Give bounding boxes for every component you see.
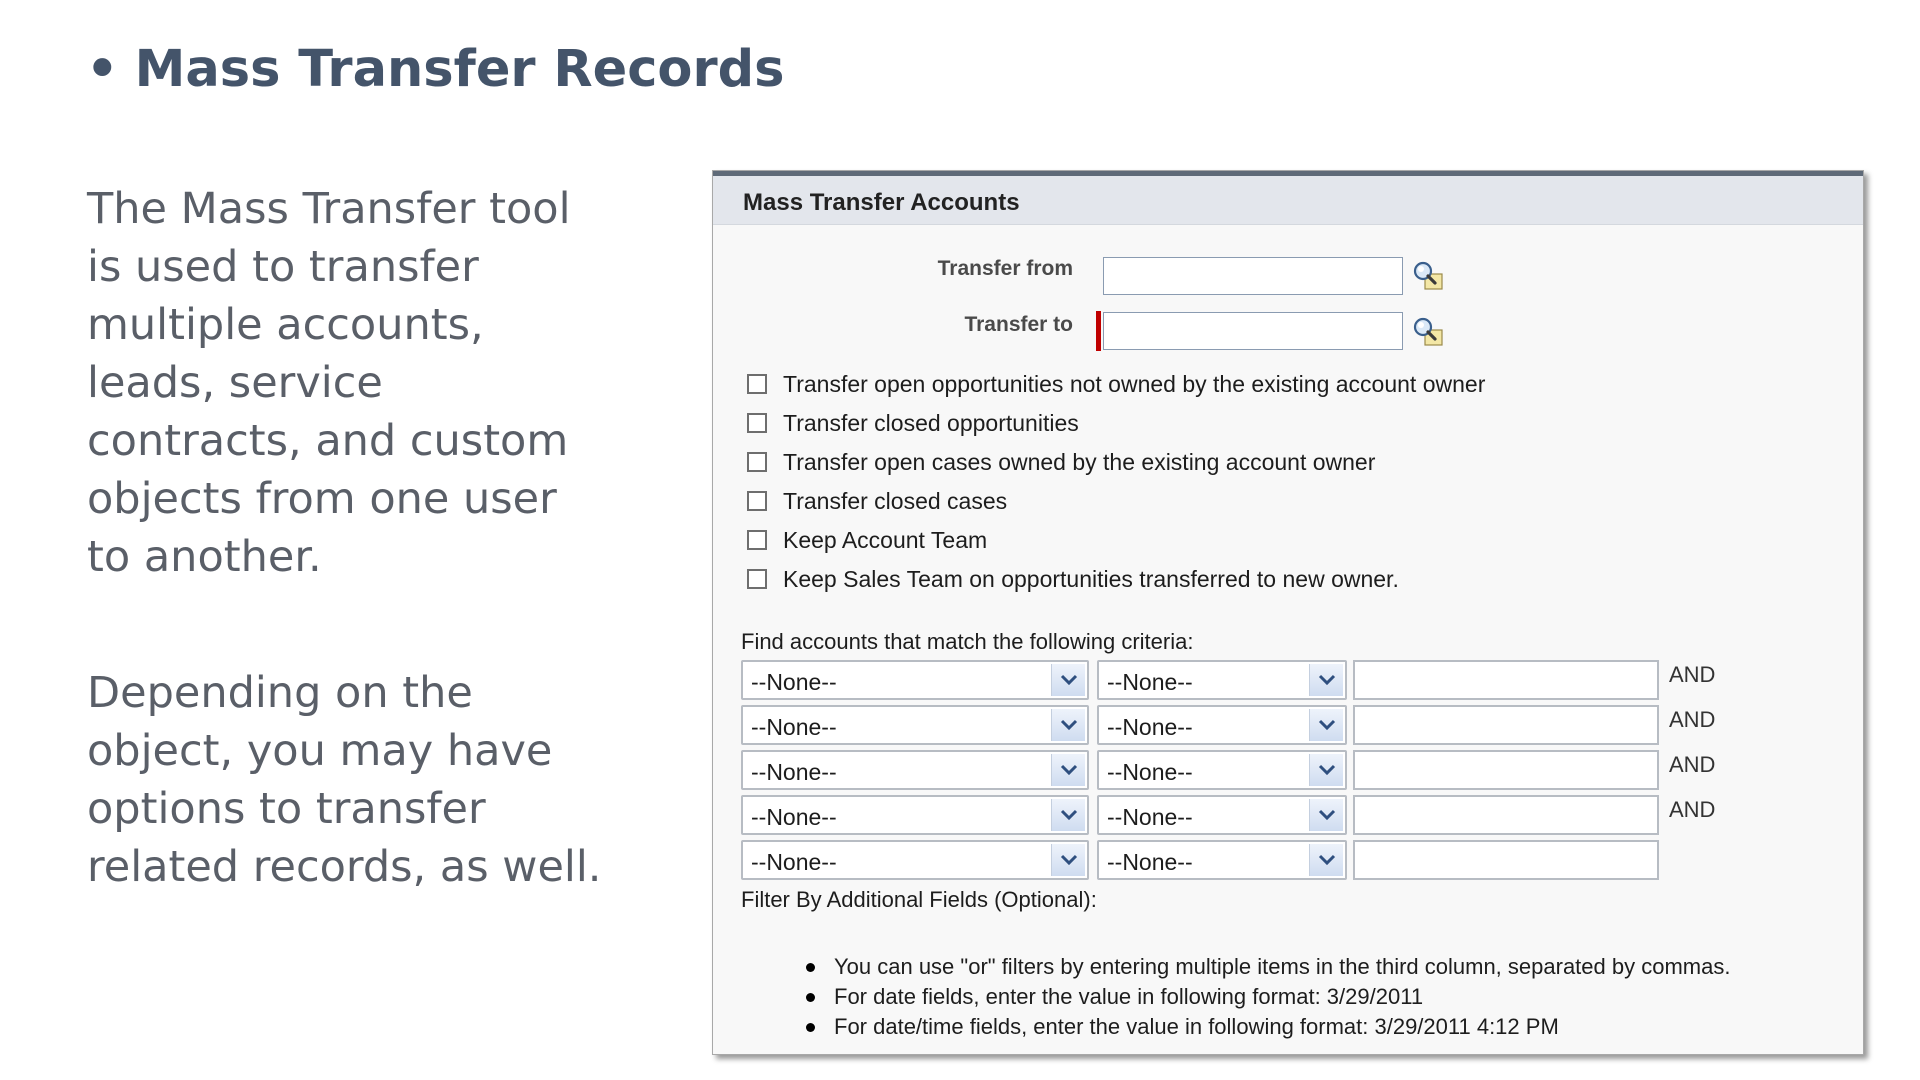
select-value: --None-- — [1107, 714, 1193, 740]
select-value: --None-- — [1107, 759, 1193, 785]
transfer-to-input[interactable] — [1103, 312, 1403, 350]
select-value: --None-- — [751, 714, 837, 740]
transfer-to-lookup-icon[interactable] — [1411, 315, 1445, 349]
chevron-down-icon[interactable] — [1051, 664, 1085, 696]
criteria-value-input[interactable] — [1353, 840, 1659, 880]
checkbox-row[interactable] — [747, 486, 1007, 516]
help-note: For date fields, enter the value in following format: 3/29/2011 — [803, 982, 1730, 1012]
keep-sales-team-checkbox[interactable] — [747, 569, 767, 589]
checkbox-label: Transfer open cases owned by the existing account owner — [783, 448, 1376, 475]
checkbox-label: Transfer closed cases — [783, 487, 1008, 514]
transfer-to-label: Transfer to — [964, 313, 1073, 336]
chevron-down-icon[interactable] — [1309, 709, 1343, 741]
criteria-value-input[interactable] — [1353, 750, 1659, 790]
chevron-down-icon[interactable] — [1309, 664, 1343, 696]
criteria-value-input[interactable] — [1353, 660, 1659, 700]
checkbox-row[interactable] — [747, 447, 1375, 477]
criteria-operator-select[interactable] — [1097, 750, 1347, 790]
select-value: --None-- — [751, 849, 837, 875]
checkbox-row[interactable] — [747, 408, 1079, 438]
checkbox-label: Transfer open opportunities not owned by the existing account owner — [783, 370, 1486, 397]
criteria-operator-select[interactable] — [1097, 660, 1347, 700]
criteria-field-select[interactable] — [741, 840, 1089, 880]
checkbox-row[interactable] — [747, 564, 1399, 594]
criteria-field-select[interactable] — [741, 705, 1089, 745]
transfer-open-cases-checkbox[interactable] — [747, 452, 767, 472]
help-notes-list — [803, 952, 1730, 1042]
chevron-down-icon[interactable] — [1309, 754, 1343, 786]
criteria-field-select[interactable] — [741, 660, 1089, 700]
select-value: --None-- — [1107, 669, 1193, 695]
chevron-down-icon[interactable] — [1051, 799, 1085, 831]
description-paragraph-1: The Mass Transfer tool is used to transfer multiple accounts, leads, service contracts, and custom objects from one user to another. — [87, 184, 571, 582]
help-note: For date/time fields, enter the value in following format: 3/29/2011 4:12 PM — [803, 1012, 1730, 1042]
mass-transfer-panel — [712, 170, 1864, 1055]
criteria-operator-select[interactable] — [1097, 705, 1347, 745]
and-conjunction: AND — [1669, 707, 1716, 732]
criteria-field-select[interactable] — [741, 750, 1089, 790]
criteria-operator-select[interactable] — [1097, 795, 1347, 835]
chevron-down-icon[interactable] — [1051, 709, 1085, 741]
transfer-from-lookup-icon[interactable] — [1411, 259, 1445, 293]
criteria-value-input[interactable] — [1353, 795, 1659, 835]
title-bullet: • — [86, 40, 119, 99]
slide-title — [86, 40, 785, 99]
criteria-field-select[interactable] — [741, 795, 1089, 835]
transfer-from-label: Transfer from — [937, 257, 1073, 280]
select-value: --None-- — [751, 669, 837, 695]
transfer-from-input[interactable] — [1103, 257, 1403, 295]
and-conjunction: AND — [1669, 662, 1716, 687]
checkbox-row[interactable] — [747, 369, 1485, 399]
checkbox-label: Keep Sales Team on opportunities transferred to new owner. — [783, 565, 1399, 592]
and-conjunction: AND — [1669, 752, 1716, 777]
transfer-closed-cases-checkbox[interactable] — [747, 491, 767, 511]
checkbox-label: Transfer closed opportunities — [783, 409, 1079, 436]
filter-additional-fields-label: Filter By Additional Fields (Optional): — [741, 887, 1097, 912]
chevron-down-icon[interactable] — [1051, 844, 1085, 876]
criteria-operator-select[interactable] — [1097, 840, 1347, 880]
transfer-closed-opportunities-checkbox[interactable] — [747, 413, 767, 433]
transfer-open-opportunities-checkbox[interactable] — [747, 374, 767, 394]
panel-title: Mass Transfer Accounts — [743, 189, 1020, 216]
chevron-down-icon[interactable] — [1051, 754, 1085, 786]
slide-title-text: Mass Transfer Records — [134, 40, 785, 99]
chevron-down-icon[interactable] — [1309, 799, 1343, 831]
criteria-value-input[interactable] — [1353, 705, 1659, 745]
chevron-down-icon[interactable] — [1309, 844, 1343, 876]
select-value: --None-- — [1107, 804, 1193, 830]
criteria-label: Find accounts that match the following criteria: — [741, 629, 1194, 654]
and-conjunction: AND — [1669, 797, 1716, 822]
select-value: --None-- — [751, 759, 837, 785]
description-paragraph-2: Depending on the object, you may have options to transfer related records, as well. — [87, 668, 602, 892]
checkbox-label: Keep Account Team — [783, 526, 988, 553]
select-value: --None-- — [751, 804, 837, 830]
keep-account-team-checkbox[interactable] — [747, 530, 767, 550]
panel-header — [713, 176, 1863, 225]
required-field-indicator — [1096, 311, 1101, 351]
checkbox-row[interactable] — [747, 525, 987, 555]
select-value: --None-- — [1107, 849, 1193, 875]
help-note: You can use "or" filters by entering multiple items in the third column, separated by commas. — [803, 952, 1730, 982]
